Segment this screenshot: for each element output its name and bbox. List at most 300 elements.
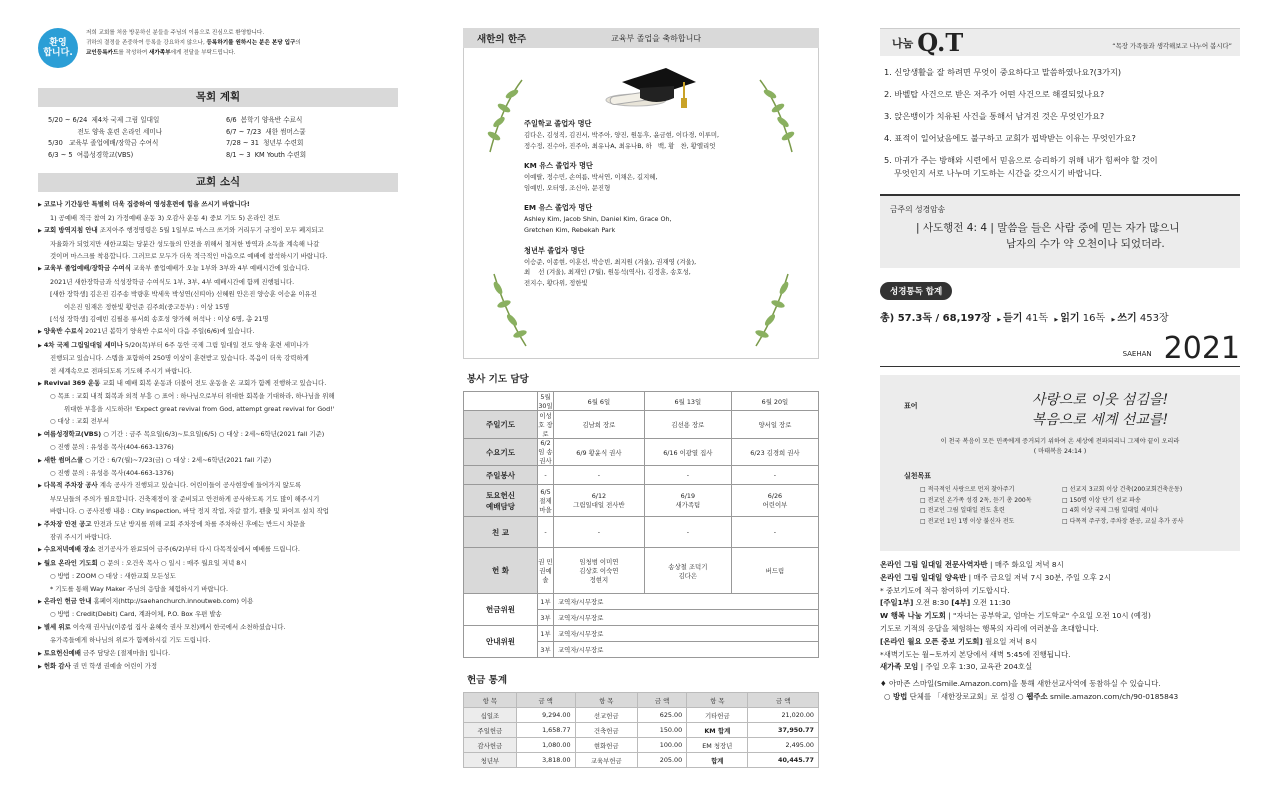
news-line bbox=[38, 428, 398, 441]
announcement-text: 기도로 기적의 응답을 체험하는 행복의 자리에 여러분을 초대합니다. bbox=[880, 623, 1099, 633]
offering-committee-label: 헌금위원 bbox=[464, 594, 538, 626]
prayer-date-header: 6월 6일 bbox=[554, 392, 645, 411]
bullet-triangle-icon: ▶ bbox=[38, 483, 42, 490]
motto-scripture bbox=[892, 437, 1228, 457]
graduate-group-title: KM 유스 졸업자 명단 bbox=[524, 161, 593, 171]
offering-item: 선교헌금 bbox=[575, 708, 637, 723]
news-line-text: ○ 대상 : 교회 전부서 bbox=[50, 417, 110, 426]
goal-item: □ 다목적 주구장, 주차장 완공, 교실 추가 공사 bbox=[1062, 517, 1184, 525]
offering-amount: 150.00 bbox=[638, 723, 687, 738]
bullet-triangle-icon: ▶ bbox=[38, 650, 42, 657]
prayer-cell: 양서일 장로 bbox=[731, 411, 818, 439]
graduate-group-title: 주일학교 졸업자 명단 bbox=[524, 119, 592, 128]
offering-header: 금 액 bbox=[748, 693, 819, 708]
news-line-text: ○ 방법 : Credit(Debit) Card, 계좌이체, P.O. Box 우편 발송 bbox=[50, 610, 222, 619]
bullet-triangle-icon: ▶ bbox=[38, 521, 42, 528]
prayer-table bbox=[463, 391, 819, 658]
graduate-group-title: EM 유스 졸업자 명단 bbox=[524, 203, 593, 213]
prayer-cell: 6/2 임 송 권사 bbox=[538, 439, 553, 465]
prayer-cell: 6/12 그림일대일 전사반 bbox=[554, 485, 645, 517]
news-line bbox=[38, 301, 398, 313]
plan-item: 7/28 ~ 31 청년부 수련회 bbox=[226, 139, 304, 148]
plan-item: 6/3 ~ 5 여름성경학교(VBS) bbox=[48, 150, 134, 159]
news-line-text: 계속 공사가 진행되고 있습니다. 어린이들이 공사현장에 들어가지 않도록 bbox=[97, 481, 302, 490]
prayer-date-header: 6월 20일 bbox=[731, 392, 818, 411]
announcement-line bbox=[880, 661, 1240, 674]
plan-schedule bbox=[48, 115, 398, 161]
reading-write: 453장 bbox=[1139, 313, 1169, 324]
news-line-text: ○ 방법 : ZOOM ○ 대상 : 새한교회 모든성도 bbox=[50, 572, 176, 581]
prayer-cell: - bbox=[644, 517, 731, 548]
bullet-triangle-icon: ▶ bbox=[38, 598, 42, 605]
news-line-bold: 주차장 안전 공고 bbox=[43, 519, 92, 528]
news-line bbox=[38, 198, 398, 211]
welcome-badge bbox=[38, 28, 78, 68]
offering-amount: 625.00 bbox=[638, 708, 687, 723]
plan-item: 8/1 ~ 3 KM Youth 수련회 bbox=[226, 150, 307, 159]
news-line-text: ○ 문의 : 오건욱 목사 ○ 일시 : 매주 월요일 저녁 8시 bbox=[97, 558, 247, 567]
announcement-bold: [4부] bbox=[951, 598, 971, 608]
prayer-cell: 송상철 조덕기 김다은 bbox=[644, 548, 731, 594]
plan-item: 전도 양육 훈련 온라인 세미나 bbox=[48, 127, 163, 136]
news-line bbox=[38, 634, 398, 646]
offering-amount: 1,658.77 bbox=[516, 723, 575, 738]
announcement-bold: 온라인 그림 일대일 전문사역자반 bbox=[880, 560, 988, 569]
vine-bottom-right-icon bbox=[752, 270, 796, 350]
news-line bbox=[38, 313, 398, 325]
news-line bbox=[38, 325, 398, 338]
right-column bbox=[880, 28, 1240, 786]
motto-box bbox=[880, 375, 1240, 551]
announcement-bold: W 행복 나눔 기도회 bbox=[880, 611, 946, 621]
news-line bbox=[38, 454, 398, 467]
prayer-row-label: 주일기도 bbox=[464, 411, 538, 439]
news-line-bold: 코로나 기간동안 특별히 더욱 집중하여 영성훈련에 힘을 쓰시기 바랍니다! bbox=[43, 200, 250, 209]
news-line bbox=[38, 224, 398, 237]
news-line bbox=[38, 557, 398, 570]
announcement-text: *새벽기도는 월~토까지 본당에서 새벽 5:45에 진행됩니다. bbox=[880, 649, 1071, 659]
news-line-text: 2021년 새한장학금과 석성장학금 수여식도 1부, 3부, 4부 예배시간에 함께 진행됩니다. bbox=[50, 277, 295, 286]
amazon-method-label: ○ 방법 bbox=[884, 691, 908, 701]
news-line-text: * 기도를 통해 Way Maker 주님의 응답을 체험하시기 바랍니다. bbox=[50, 584, 229, 593]
plan-item: 5/20 ~ 6/24 제4차 국제 그림 일대일 bbox=[48, 116, 160, 124]
announcement-line bbox=[880, 585, 1240, 598]
news-line bbox=[38, 238, 398, 250]
news-line-text: ○ 목표 : 교회 내적 회복과 외적 부흥 ○ 표어 : 하나님으로부터 위대한 회복을 기대하라, 하나님을 위해 bbox=[50, 392, 335, 401]
news-line-bold: 별세 위로 bbox=[43, 622, 71, 631]
vine-top-right-icon bbox=[756, 76, 800, 156]
offering-item: EM 청장년 bbox=[687, 738, 748, 753]
amazon-url[interactable]: smile.amazon.com/ch/90-0185843 bbox=[1047, 691, 1179, 701]
news-line-text: [새한 장학생] 김은진 김주송 박량훈 박세욱 박성연(신띠아) 신혜원 안은진 양승훈 이승윤 이유진 bbox=[50, 290, 317, 299]
reading-read: 16독 bbox=[1082, 313, 1106, 324]
news-line-text: 이숙재 권사님(이종섭 집사 윤혜숙 권사 모친)께서 한국에서 소천하셨습니다. bbox=[70, 622, 286, 631]
news-line bbox=[38, 570, 398, 582]
graduation-banner bbox=[463, 48, 819, 359]
reading-listen: 41독 bbox=[1025, 313, 1049, 324]
announcement-text: 오전 8:30 bbox=[913, 598, 952, 608]
year-church-name: SAEHAN bbox=[1122, 350, 1152, 358]
offering-item: 기타헌금 bbox=[687, 708, 748, 723]
offering-amount: 21,020.00 bbox=[748, 708, 819, 723]
qt-question-3: 3. 앉은뱅이가 치유된 사건을 통해서 남겨진 것은 무엇인가요? bbox=[884, 111, 1105, 121]
news-line bbox=[38, 352, 398, 364]
news-line-bold: 온라인 헌금 안내 bbox=[43, 596, 92, 605]
reading-total: 총) 57.3독 / 68,197장 bbox=[880, 313, 991, 324]
offering-committee-service: 1부 bbox=[538, 594, 554, 610]
offering-amount: 100.00 bbox=[638, 738, 687, 753]
news-line bbox=[38, 403, 398, 415]
usher-committee-service: 3부 bbox=[538, 642, 554, 658]
announcement-bold: 새가족 모임 bbox=[880, 662, 919, 672]
offering-amount: 3,818.00 bbox=[516, 753, 575, 768]
qt-prefix: 나눔 bbox=[892, 36, 914, 50]
left-column bbox=[38, 28, 398, 786]
news-line bbox=[38, 415, 398, 427]
prayer-cell: 권 민 권예솔 bbox=[538, 548, 554, 594]
memory-verse-ref: | 사도행전 4: 4 | bbox=[916, 222, 994, 234]
qt-header bbox=[880, 28, 1240, 56]
middle-column bbox=[463, 28, 819, 786]
prayer-cell: 이성호 장로 bbox=[538, 412, 553, 438]
welcome-line-2c: 의 bbox=[295, 40, 301, 46]
news-line-text: 것이며 마스크를 착용합니다. 그러므로 모두가 더욱 적극적인 마음으로 예배에 참석하시기 바랍니다. bbox=[50, 252, 328, 260]
prayer-cell: - bbox=[554, 517, 645, 548]
news-line bbox=[38, 583, 398, 595]
welcome-line-1: 저희 교회를 처음 방문하신 분들을 주님의 이름으로 진심으로 환영합니다. bbox=[86, 30, 265, 36]
announcement-text: 월요일 저녁 8시 bbox=[982, 636, 1038, 646]
welcome-block bbox=[38, 28, 398, 68]
usher-committee-service: 1부 bbox=[538, 626, 554, 642]
graduate-names: 정수정, 진수아, 진주아, 최유나A, 최유나B, 하 백, 황 찬, 황엘리엇 bbox=[524, 141, 716, 150]
motto-scripture-ref: ( 마태복음 24:14 ) bbox=[1033, 448, 1087, 455]
welcome-line-3a: 교인등록카드 bbox=[86, 50, 119, 56]
graduate-names: 김다은, 김성직, 김진서, 박주아, 양진, 원동후, 윤금현, 이다경, 이루미, bbox=[524, 131, 720, 139]
graduate-names: Ashley Kim, Jacob Shin, Daniel Kim, Grace Oh, bbox=[524, 215, 672, 224]
announcement-line bbox=[880, 610, 1240, 623]
welcome-line-3 bbox=[86, 48, 301, 58]
news-line-text: 홈페이지(http://saehanchurch.innoutweb.com) 이용 bbox=[91, 596, 254, 605]
announcement-bold: 온라인 그림 일대일 양육반 bbox=[880, 572, 967, 582]
goal-item: □ 4회 이상 국제 그림 일대일 세미나 bbox=[1062, 507, 1159, 515]
plan-item: 6/6 봄학기 양육반 수료식 bbox=[226, 116, 303, 124]
news-line-text: ○ 기간 : 6/7(월)~7/23(금) ○ 대상 : 2세~6학년(2021 fall 기준) bbox=[83, 455, 272, 464]
qt-question-4: 4. 표적이 일어났음에도 불구하고 교회가 핍박받는 이유는 무엇인가요? bbox=[884, 133, 1136, 143]
motto-line-1: 사랑으로 이웃 섬김을! bbox=[1031, 392, 1169, 408]
prayer-cell: 6/19 새가족팀 bbox=[644, 485, 731, 517]
goal-item: □ 150명 이상 단기 선교 파송 bbox=[1062, 496, 1141, 504]
bullet-triangle-icon: ▶ bbox=[38, 457, 42, 464]
amazon-line-1: ♦ 아마존 스마일(Smile.Amazon.com)을 통해 새한선교사역에 동참하실 수 있습니다. bbox=[880, 679, 1161, 689]
news-line-bold: 헌화 감사 bbox=[43, 662, 71, 670]
news-line-text: 자율화가 되었지만 새한교회는 당분간 성도들의 안전을 위해서 철저한 방역과 소독을 계속해 나갈 bbox=[50, 239, 320, 248]
news-line-text: [석성 장학생] 김예빈 김필용 류서희 송호성 양가혜 허석나 : 이상 6명, 총 21명 bbox=[50, 315, 269, 324]
graduate-names: Gretchen Kim, Rebekah Park bbox=[524, 225, 616, 234]
prayer-cell: 김남희 장로 bbox=[554, 411, 645, 439]
welcome-text bbox=[86, 28, 301, 58]
announcement-text: | 매주 화요일 저녁 8시 bbox=[987, 560, 1064, 569]
qt-quote: “목장 가족들과 생각해보고 나누어 봅시다” bbox=[1112, 42, 1232, 50]
news-line-bold: 양육반 수료식 bbox=[43, 327, 84, 336]
news-line-text: 잠궈 주시기 바랍니다. bbox=[50, 532, 112, 541]
news-line-text: 위대한 부흥을 시도하라! 'Expect great revival from God, attempt great revival for God!' bbox=[64, 404, 335, 413]
qt-question-5: 5. 마귀가 주는 방해와 시련에서 믿음으로 승리하기 위해 내가 힘써야 할 것이 bbox=[884, 155, 1158, 165]
welcome-badge-bottom: 합니다. bbox=[43, 48, 73, 58]
bullet-triangle-icon: ▶ bbox=[38, 664, 42, 670]
prayer-cell: 6/16 이광열 집사 bbox=[644, 439, 731, 466]
offering-header: 항 목 bbox=[464, 693, 517, 708]
prayer-cell: - bbox=[731, 517, 818, 548]
graduate-group-title: 청년부 졸업자 명단 bbox=[524, 245, 585, 255]
news-line bbox=[38, 479, 398, 492]
news-title: 교회 소식 bbox=[38, 173, 398, 192]
news-line bbox=[38, 518, 398, 531]
news-line bbox=[38, 621, 398, 634]
news-line-text: 이은진 임재은 정한빛 황인준 김주희(중고등부) : 이상 15명 bbox=[64, 302, 230, 311]
news-line-bold: 월요 온라인 기도회 bbox=[43, 558, 98, 567]
news-line-text: 진행되고 있습니다. 스텝을 포함하여 250명 이상이 훈련받고 있습니다. 복음이 더욱 강력하게 bbox=[50, 354, 309, 363]
prayer-title: 봉사 기도 담당 bbox=[467, 374, 529, 385]
prayer-cell: 6/26 어린이부 bbox=[731, 485, 818, 517]
offering-item: KM 합계 bbox=[687, 723, 748, 738]
offering-amount: 37,950.77 bbox=[748, 723, 819, 738]
graduation-cap-icon bbox=[604, 60, 700, 112]
welcome-line-2 bbox=[86, 38, 301, 48]
graduate-names: 임예빈, 오터영, 조신아, 문진형 bbox=[524, 183, 611, 192]
news-line-text: 교육부 졸업예배가 오늘 1부와 3부와 4부 예배시간에 있습니다. bbox=[130, 264, 310, 273]
news-line-bold: 여름성경학교(VBS) bbox=[43, 429, 102, 438]
amazon-url-label: ○ 웹주소 bbox=[1017, 691, 1048, 701]
graduate-list bbox=[524, 118, 719, 288]
graduate-names: 최 선 (겨울), 최재인 (7월), 원동석(역사), 김정훈, 송호성, bbox=[524, 268, 691, 277]
news-line bbox=[38, 288, 398, 300]
plan-item: 5/30 교육부 졸업예배/장학금 수여식 bbox=[48, 139, 159, 148]
news-line-bold: Revival 369 운동 bbox=[43, 379, 101, 388]
plan-title: 목회 계획 bbox=[38, 88, 398, 107]
offering-item: 교육부헌금 bbox=[575, 753, 637, 768]
news-line-text: 교회 내 예배 회복 운동과 더불어 전도 운동을 온 교회가 함께 진행하고 있습니다. bbox=[100, 379, 327, 388]
plan-item: 6/7 ~ 7/23 새한 썸머스쿨 bbox=[226, 127, 306, 136]
bullet-triangle-icon: ▶ bbox=[38, 624, 42, 631]
news-line-text: 전 세계속으로 전파되도록 기도해 주시기 바랍니다. bbox=[50, 366, 192, 375]
offering-header: 항 목 bbox=[687, 693, 748, 708]
motto-label: 표어 bbox=[904, 402, 918, 410]
goal-item: □ 전교인 1인 1명 이상 불신자 전도 bbox=[920, 517, 1015, 525]
offering-amount: 40,445.77 bbox=[748, 753, 819, 768]
news-line bbox=[38, 647, 398, 660]
prayer-row-label: 토요헌신 예배담당 bbox=[464, 485, 538, 517]
memory-verse-line-2: 남자의 수가 약 오천이나 되었더라. bbox=[1006, 238, 1165, 250]
prayer-row-label: 주일봉사 bbox=[464, 466, 538, 485]
bullet-triangle-icon: ▶ bbox=[38, 342, 42, 349]
offering-amount: 205.00 bbox=[638, 753, 687, 768]
news-line bbox=[38, 262, 398, 275]
welcome-line-3d: 에게 전달을 부탁드립니다. bbox=[170, 50, 236, 56]
news-line-bold: 교회 방역지침 안내 bbox=[43, 226, 98, 235]
qt-title: Q.T bbox=[917, 28, 964, 57]
usher-committee-members: 교역자/시무장로 bbox=[554, 642, 819, 658]
goal-item: □ 전교인 온가족 성경 2독, 듣기 총 200독 bbox=[920, 496, 1032, 504]
prayer-row-label: 친 교 bbox=[464, 517, 538, 548]
bullet-triangle-icon: ▶ bbox=[38, 266, 42, 273]
prayer-cell: - bbox=[538, 466, 554, 485]
offering-item: 현화헌금 bbox=[575, 738, 637, 753]
offering-header: 금 액 bbox=[516, 693, 575, 708]
welcome-line-3c: 새가족부 bbox=[149, 50, 171, 56]
offering-item: 감사헌금 bbox=[464, 738, 517, 753]
graduate-names: 전지수, 황다위, 정한빛 bbox=[524, 278, 588, 287]
motto-scripture-text: 이 천국 복음이 모든 민족에게 증거되기 위하여 온 세상에 전파되리니 그제야 끝이 오리라 bbox=[940, 438, 1180, 445]
prayer-corner bbox=[464, 392, 538, 411]
prayer-date-header: 6월 13일 bbox=[644, 392, 731, 411]
news-line-text: 권 민 학생 권예솔 어린이 가정 bbox=[70, 662, 158, 670]
news-line bbox=[38, 531, 398, 543]
amazon-smile bbox=[880, 678, 1240, 704]
news-line-bold: 4차 국제 그림일대일 세미나 bbox=[43, 340, 123, 349]
bible-reading-pill: 성경통독 합계 bbox=[880, 282, 952, 300]
news-line bbox=[38, 377, 398, 390]
reading-listen-label: 듣기 bbox=[1003, 313, 1023, 324]
news-line bbox=[38, 365, 398, 377]
news-line bbox=[38, 493, 398, 505]
qt-question-5-cont: 무엇인지 서로 나누며 기도하는 시간을 갖으시기 바랍니다. bbox=[894, 168, 1103, 178]
news-line-text: 조지아주 행정명령은 5월 1일부로 마스크 쓰기와 거리두기 규정이 모두 폐지되고 bbox=[97, 226, 324, 235]
bullet-triangle-icon: ▶ bbox=[38, 228, 42, 235]
news-line-text: 1) 공예배 적극 참여 2) 가정예배 운동 3) 오감사 운동 4) 중보 기도 5) 온라인 전도 bbox=[50, 213, 280, 222]
announcements bbox=[880, 559, 1240, 674]
reading-write-label: 쓰기 bbox=[1117, 313, 1137, 324]
memory-verse-label: 금주의 성경암송 bbox=[890, 205, 946, 214]
bullet-triangle-icon: ▶ bbox=[38, 329, 42, 336]
announcement-line bbox=[880, 559, 1240, 572]
welcome-line-3b: 를 작성하여 bbox=[118, 50, 149, 56]
qt-question-2: 2. 바벨탑 사건으로 받은 저주가 어떤 사건으로 해결되었나요? bbox=[884, 89, 1105, 99]
announcement-line bbox=[880, 649, 1240, 662]
news-line bbox=[38, 250, 398, 262]
news-line bbox=[38, 467, 398, 479]
bullet-triangle-icon: ▶ bbox=[38, 381, 42, 388]
announcement-line bbox=[880, 623, 1240, 636]
usher-committee-label: 안내위원 bbox=[464, 626, 538, 658]
news-line bbox=[38, 660, 398, 673]
usher-committee-members: 교역자/시무장로 bbox=[554, 626, 819, 642]
graduate-names: 이승준, 이종현, 이훈선, 박승빈, 최지원 (겨울), 권재영 (겨울), bbox=[524, 257, 697, 266]
amazon-line-2 bbox=[880, 691, 1240, 704]
bullet-triangle-icon: ▶ bbox=[38, 547, 42, 554]
year-value: 2021 bbox=[1163, 331, 1240, 366]
announcement-text: * 중보기도에 적극 참여하여 기도합시다. bbox=[880, 585, 1010, 595]
news-line-text: ○ 진행 문의 : 유성용 목사(404-663-1376) bbox=[50, 468, 174, 477]
offering-item: 건축헌금 bbox=[575, 723, 637, 738]
news-line-text: 금주 담당은 [절제마을] 입니다. bbox=[80, 648, 171, 657]
announcement-bold: [주일1부] bbox=[880, 598, 914, 608]
announcement-text: | 주일 오후 1:30, 교육관 204호실 bbox=[918, 662, 1033, 672]
news-line bbox=[38, 212, 398, 224]
amazon-method: 단체를 「새한장로교회」로 설정 bbox=[907, 691, 1018, 701]
goals-list bbox=[920, 485, 1228, 527]
welcome-line-2a: 귀하의 결정을 존중하여 등록을 강요하지 않으나, bbox=[86, 40, 205, 46]
news-line bbox=[38, 543, 398, 556]
news-line bbox=[38, 276, 398, 288]
offering-table bbox=[463, 692, 819, 768]
bullet-triangle-icon: ▶ bbox=[38, 431, 42, 438]
welcome-badge-top: 환영 bbox=[49, 38, 67, 48]
prayer-cell: - bbox=[538, 517, 554, 548]
offering-title: 헌금 통계 bbox=[467, 675, 508, 686]
memory-verse-line-1: 말씀을 들은 사람 중에 믿는 자가 많으니 bbox=[993, 222, 1180, 234]
offering-amount: 1,080.00 bbox=[516, 738, 575, 753]
prayer-row-label: 수요기도 bbox=[464, 439, 538, 466]
offering-header: 항 목 bbox=[575, 693, 637, 708]
vine-top-left-icon bbox=[482, 76, 526, 156]
news-list bbox=[38, 198, 398, 673]
news-line-text: 바랍니다. ○ 공사진행 내용 : City inspection, 바닥 정지 작업, 자갈 깔기, 펜출 및 파이프 설치 작업 bbox=[50, 507, 329, 516]
prayer-row-label: 헌 화 bbox=[464, 548, 538, 594]
saehan-week-subtitle: 교육부 졸업을 축하합니다 bbox=[611, 33, 702, 43]
news-line-bold: 새한 썸머스쿨 bbox=[43, 455, 84, 464]
news-line bbox=[38, 608, 398, 620]
news-line bbox=[38, 505, 398, 517]
offering-committee-service: 3부 bbox=[538, 610, 554, 626]
reading-read-label: 읽기 bbox=[1060, 313, 1080, 324]
prayer-cell: - bbox=[644, 466, 731, 485]
qt-questions bbox=[884, 66, 1240, 180]
announcement-line bbox=[880, 572, 1240, 585]
offering-committee-members: 교역자/시무장로 bbox=[554, 594, 819, 610]
announcement-line bbox=[880, 636, 1240, 649]
offering-amount: 2,495.00 bbox=[748, 738, 819, 753]
news-line-text: 부모님들의 주의가 필요합니다. 건축재정이 잘 준비되고 안전하게 공사하도록 기도 많이 해주시기 bbox=[50, 494, 320, 503]
qt-question-1: 1. 신앙생활을 잘 하려면 무엇이 중요하다고 말씀하였나요?(3가지) bbox=[884, 67, 1122, 77]
prayer-cell: 6/23 김경희 권사 bbox=[731, 439, 818, 466]
announcement-text: | 매주 금요일 저녁 7시 30분, 주일 오후 2시 bbox=[966, 572, 1112, 582]
news-line bbox=[38, 339, 398, 352]
news-line-bold: 다목적 주차장 공사 bbox=[43, 481, 98, 490]
memory-verse bbox=[880, 194, 1240, 268]
news-line-text: 안전과 도난 방지를 위해 교회 주차장에 차를 주차하신 후에는 반드시 차문을 bbox=[91, 519, 306, 528]
news-line-text: ○ 진행 문의 : 유성용 목사(404-663-1376) bbox=[50, 443, 174, 452]
news-line-text: ○ 기간 : 금주 목요일(6/3)~토요일(6/5) ○ 대상 : 2세~6학년(2021 fall 기준) bbox=[101, 429, 325, 438]
news-line-text: 2021년 봄학기 양육반 수료식이 다음 주일(6/6)에 있습니다. bbox=[83, 327, 255, 336]
memory-verse-text bbox=[916, 220, 1230, 252]
prayer-cell: 6/9 황윤식 권사 bbox=[554, 439, 645, 466]
announcement-line bbox=[880, 597, 1240, 610]
year-banner bbox=[880, 331, 1240, 367]
news-line-bold: 교육부 졸업예배/장학금 수여식 bbox=[43, 264, 131, 273]
news-line bbox=[38, 390, 398, 402]
news-line-bold: 토요헌신예배 bbox=[43, 648, 81, 657]
news-line-text: 전기공사가 완료되어 금주(6/2)부터 다시 다목적실에서 예배를 드립니다. bbox=[95, 545, 300, 554]
bible-reading-summary: 총) 57.3독 / 68,197장 ▶ 듣기 41독 ▶ 읽기 16독 ▶ 쓰기 453장 bbox=[880, 313, 1169, 324]
offering-amount: 9,294.00 bbox=[516, 708, 575, 723]
offering-item: 합계 bbox=[687, 753, 748, 768]
news-line-text: 5/20(목)부터 6주 동안 국제 그림 일대일 전도 양육 훈련 세미나가 bbox=[122, 340, 309, 349]
bullet-triangle-icon: ▶ bbox=[38, 202, 42, 209]
prayer-cell: 김선용 장로 bbox=[644, 411, 731, 439]
news-line bbox=[38, 595, 398, 608]
saehan-week-title: 새한의 한주 bbox=[477, 34, 527, 45]
news-line bbox=[38, 441, 398, 453]
news-line-text: 유가족들에게 하나님의 위로가 함께하시길 기도 드립니다. bbox=[50, 636, 211, 645]
offering-item: 청년부 bbox=[464, 753, 517, 768]
goal-item: □ 적극적인 사랑으로 먼저 찾아주기 bbox=[920, 486, 1015, 493]
prayer-cell: - bbox=[731, 466, 818, 485]
announcement-text: 오전 11:30 bbox=[970, 598, 1011, 608]
prayer-cell: - bbox=[554, 466, 645, 485]
offering-item: 십일조 bbox=[464, 708, 517, 723]
announcement-text: | "자녀는 공부학교, 엄마는 기도학교" 수요일 오전 10시 (예정) bbox=[945, 611, 1151, 621]
news-line-bold: 수요저녁예배 장소 bbox=[43, 545, 96, 554]
